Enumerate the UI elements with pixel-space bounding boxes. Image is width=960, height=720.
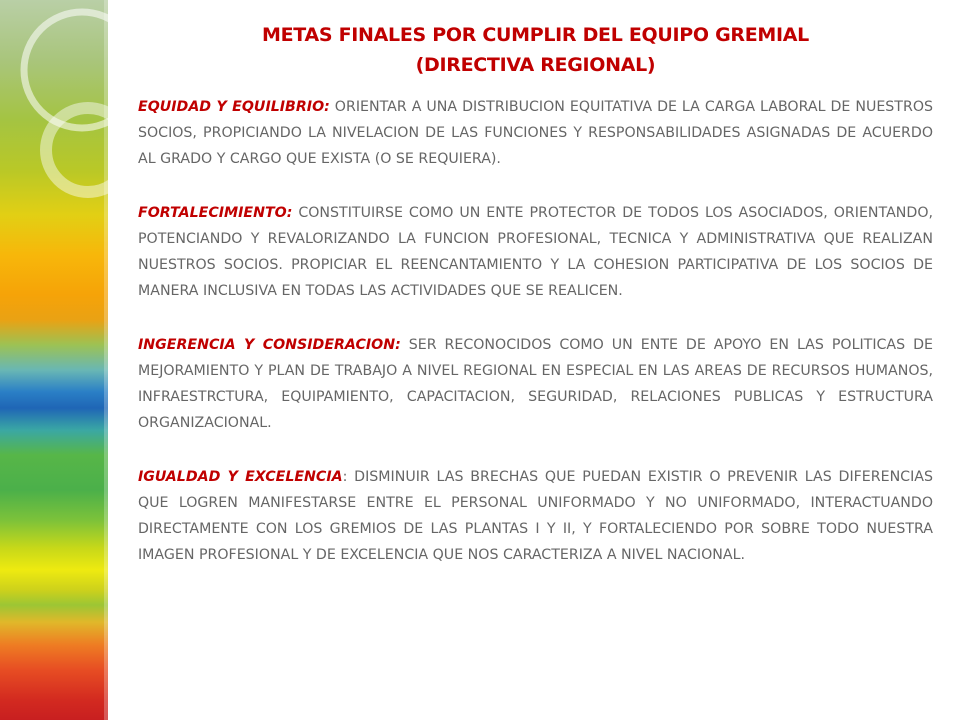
decorative-color-band — [0, 0, 108, 720]
section-equidad — [138, 94, 933, 172]
decorative-ring-small — [46, 108, 108, 192]
title-line-2: (DIRECTIVA REGIONAL) — [415, 54, 656, 76]
section-body: CONSTITUIRSE COMO UN ENTE PROTECTOR DE TODOS LOS ASOCIADOS, ORIENTANDO, POTENCIANDO Y REVALORIZANDO LA FUNCION PROFESIONAL, TECNICA Y ADMINISTRATIVA QUE REALIZAN NUESTROS SOCIOS. PROPICIAR EL REENCANTAMIENTO Y LA COHESION PARTICIPATIVA DE LOS SOCIOS DE MANERA INCLUSIVA EN TODAS LAS ACTIVIDADES QUE SE REALICEN. — [138, 205, 933, 299]
section-body: DISMINUIR LAS BRECHAS QUE PUEDAN EXISTIR O PREVENIR LAS DIFERENCIAS QUE LOGREN MANIFESTARSE ENTRE EL PERSONAL UNIFORMADO Y NO UNIFORMADO, INTERACTUANDO DIRECTAMENTE CON LOS GREMIOS DE LAS PLANTAS I Y II, Y FORTALECIENDO POR SOBRE TODO NUESTRA IMAGEN PROFESIONAL Y DE EXCELENCIA QUE NOS CARACTERIZA A NIVEL NACIONAL. — [138, 469, 933, 563]
section-igualdad — [138, 464, 933, 568]
slide-title — [138, 20, 933, 80]
sidebar-edge — [104, 0, 108, 720]
section-body: ORIENTAR A UNA DISTRIBUCION EQUITATIVA DE LA CARGA LABORAL DE NUESTROS SOCIOS, PROPICIANDO LA NIVELACION DE LAS FUNCIONES Y RESPONSABILIDADES ASIGNADAS DE ACUERDO AL GRADO Y CARGO QUE EXISTA (O SE REQUIERA). — [138, 99, 934, 167]
section-heading-suffix: : — [342, 469, 348, 485]
slide-content — [138, 20, 933, 568]
section-fortalecimiento — [138, 200, 933, 304]
section-heading: FORTALECIMIENTO: — [138, 205, 293, 221]
title-line-1: METAS FINALES POR CUMPLIR DEL EQUIPO GREMIAL — [262, 24, 809, 46]
section-heading: EQUIDAD Y EQUILIBRIO: — [138, 99, 330, 115]
section-heading: INGERENCIA Y CONSIDERACION: — [138, 337, 401, 353]
section-body: SER RECONOCIDOS COMO UN ENTE DE APOYO EN LAS POLITICAS DE MEJORAMIENTO Y PLAN DE TRABAJO A NIVEL REGIONAL EN ESPECIAL EN LAS AREAS DE RECURSOS HUMANOS, INFRAESTRCTURA, EQUIPAMIENTO, CAPACITACION, SEGURIDAD, RELACIONES PUBLICAS Y ESTRUCTURA ORGANIZACIONAL. — [138, 337, 933, 431]
section-heading: IGUALDAD Y EXCELENCIA — [138, 469, 343, 485]
decorative-rings — [0, 0, 108, 720]
section-ingerencia — [138, 332, 933, 436]
